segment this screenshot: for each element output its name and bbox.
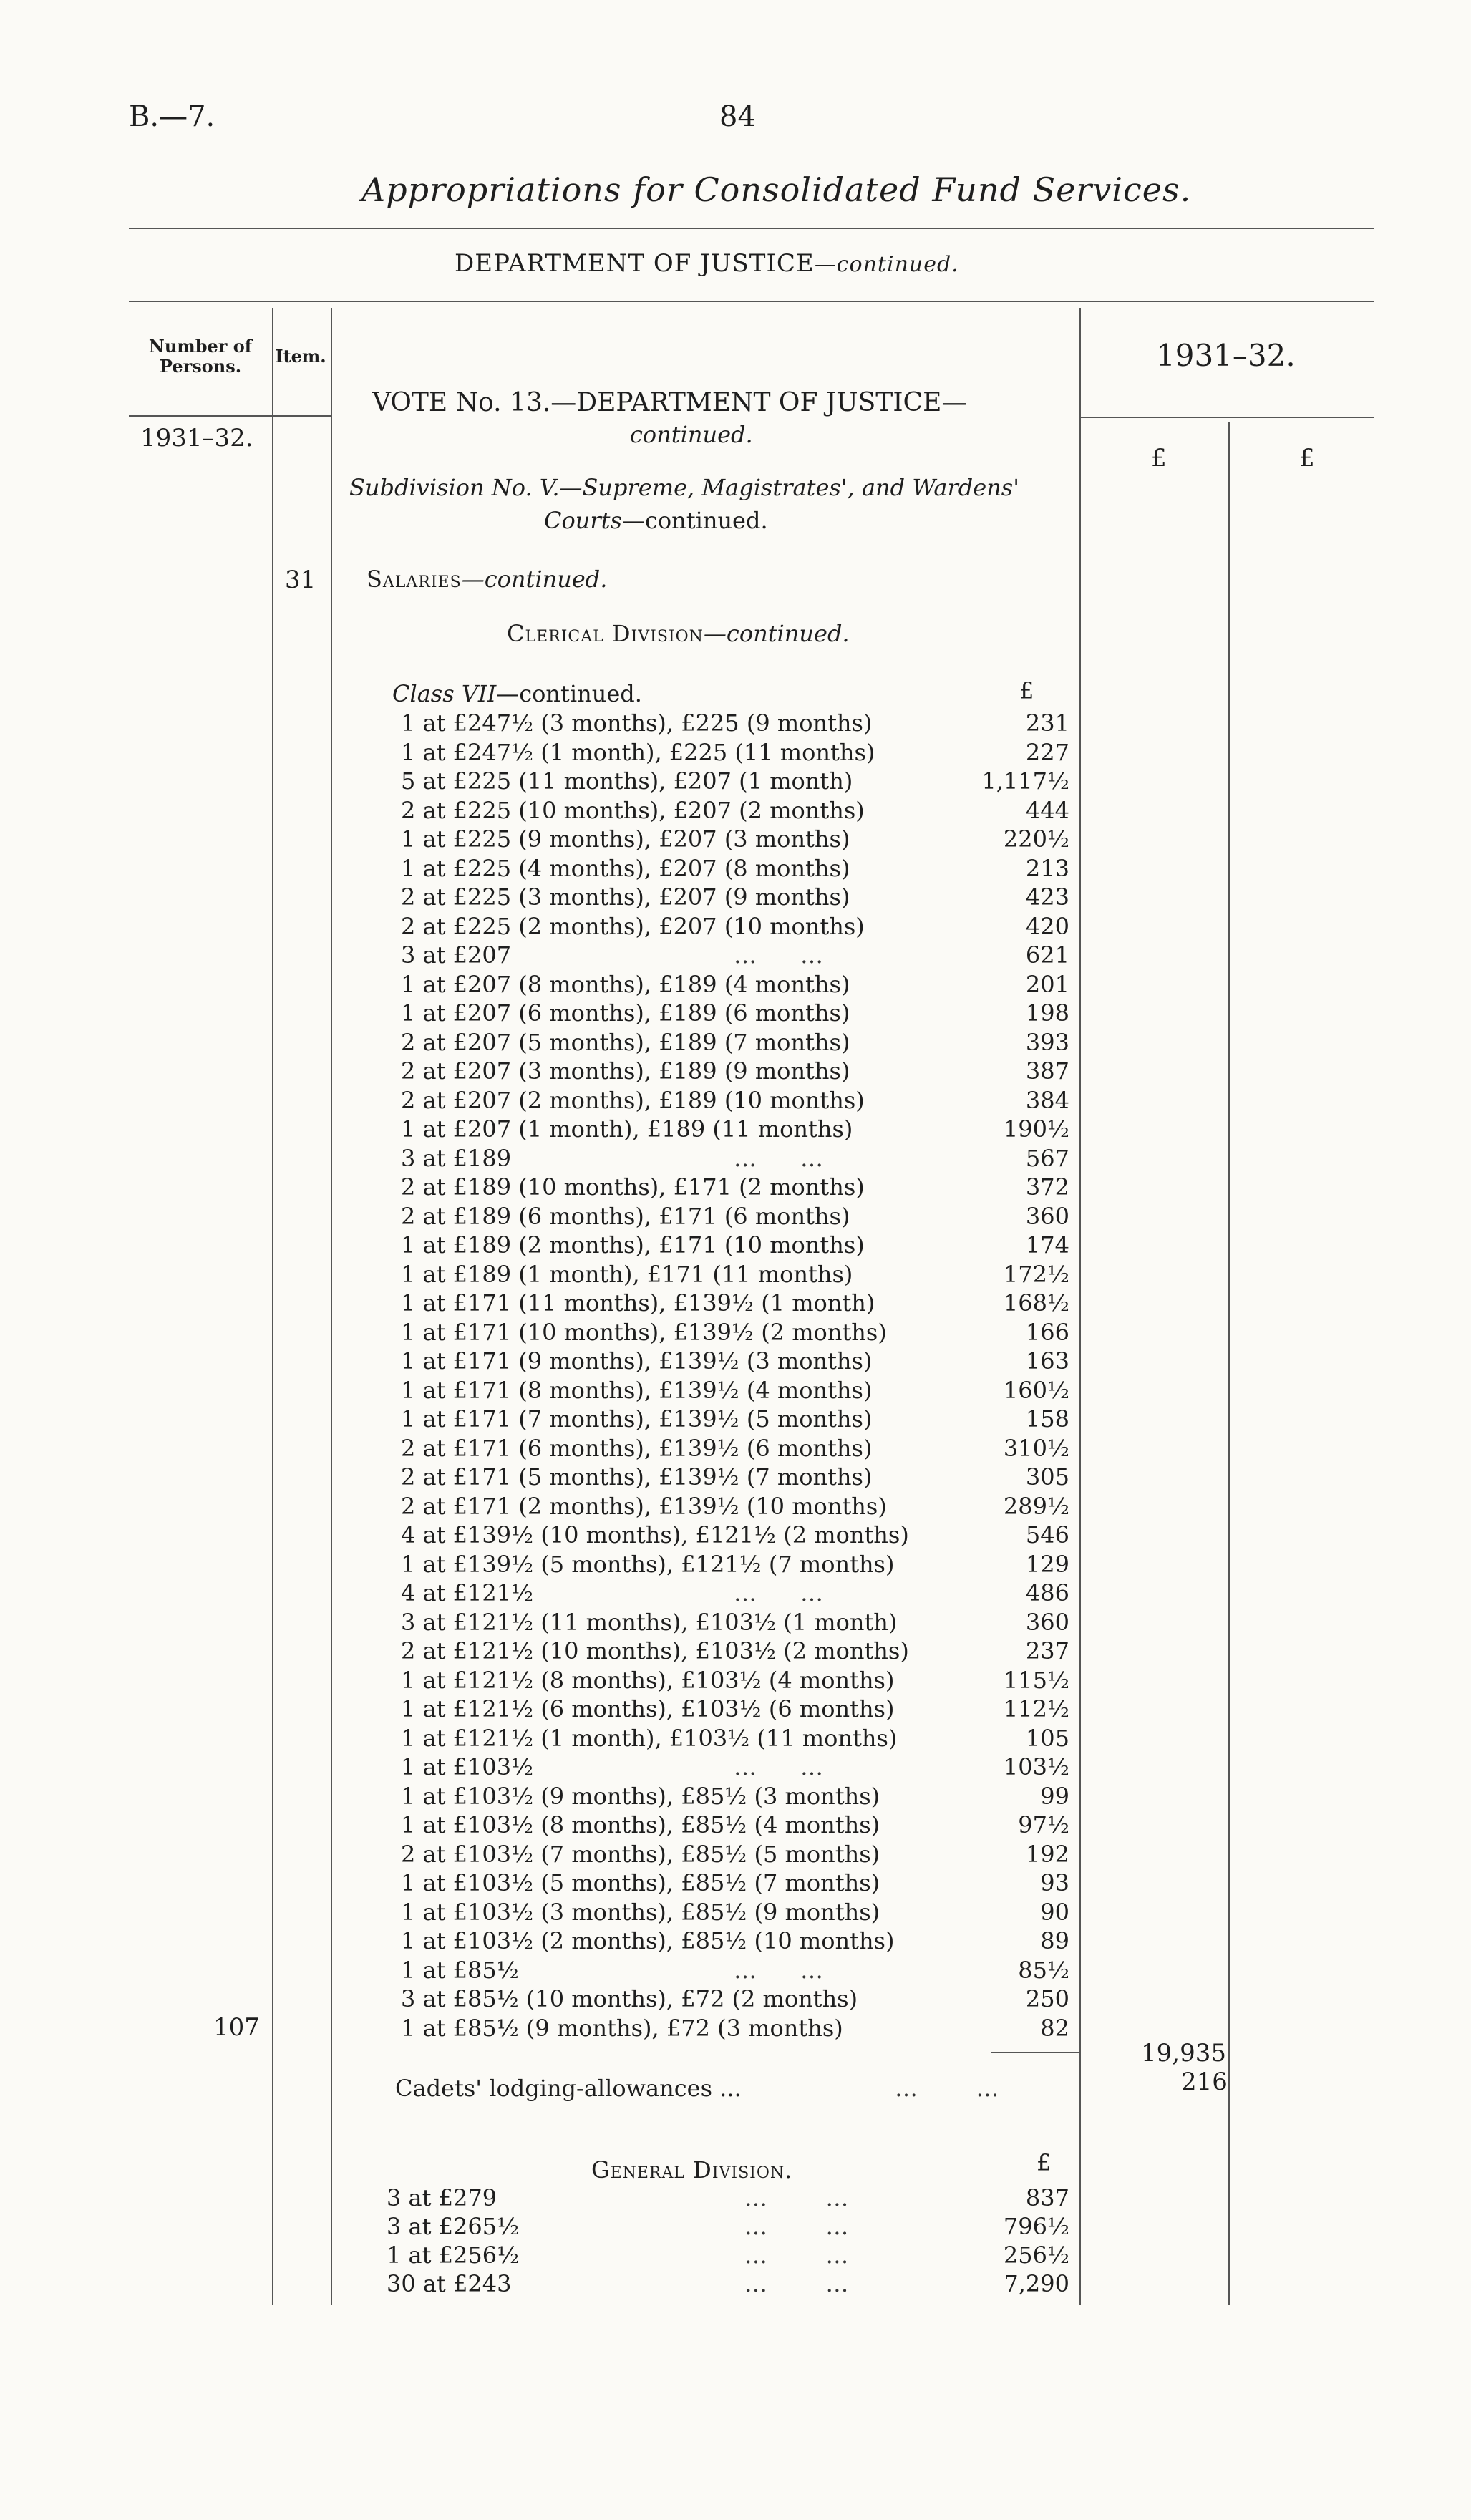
- salary-row: [401, 854, 1081, 883]
- salary-row: [401, 1666, 1081, 1695]
- general-row-description: 1 at £256½: [387, 2242, 520, 2269]
- salary-row-description: 3 at £121½ (11 months), £103½ (1 month): [401, 1608, 898, 1636]
- general-row-description: 3 at £279: [387, 2184, 497, 2211]
- general-row-amount: 837: [1025, 2184, 1069, 2211]
- salary-row-description: 1 at £171 (7 months), £139½ (5 months): [401, 1405, 873, 1433]
- salary-row: [401, 1782, 1081, 1811]
- salary-row-description: 1 at £207 (6 months), £189 (6 months): [401, 999, 850, 1027]
- salary-row: [401, 1376, 1081, 1405]
- general-row: [387, 2184, 1081, 2212]
- salary-row: [401, 1753, 1081, 1781]
- salary-row: [401, 1521, 1081, 1549]
- salary-row-description: 1 at £207 (1 month), £189 (11 months): [401, 1115, 853, 1143]
- salary-row-description: 1 at £85½: [401, 1956, 519, 1984]
- leader-dots: … …: [744, 2270, 849, 2297]
- general-row: [387, 2241, 1081, 2269]
- salary-row-description: 3 at £189: [401, 1144, 512, 1172]
- page-title: Appropriations for Consolidated Fund Services.: [361, 170, 1192, 209]
- salary-row-amount: 486: [1025, 1579, 1069, 1606]
- salary-row: [401, 1927, 1081, 1955]
- subdivision-continued: —continued.: [621, 507, 768, 534]
- salary-row: [401, 1840, 1081, 1869]
- page-number: 84: [719, 100, 756, 133]
- salary-row: [401, 1289, 1081, 1317]
- salary-row: [401, 1057, 1081, 1085]
- salary-row: [401, 1724, 1081, 1753]
- salary-row: [401, 1550, 1081, 1579]
- salary-row: [401, 767, 1081, 795]
- salary-row: [401, 1956, 1081, 1984]
- cadets-amount: 216: [1181, 2068, 1228, 2096]
- salary-row-description: 2 at £225 (3 months), £207 (9 months): [401, 883, 850, 911]
- class-heading: [392, 680, 642, 707]
- salary-row: [401, 1637, 1081, 1665]
- salary-row: [401, 1984, 1081, 2013]
- salary-row-amount: 97½: [1018, 1811, 1069, 1838]
- subdivision-courts: Courts: [544, 507, 622, 534]
- salary-row: [401, 1173, 1081, 1201]
- department-name: DEPARTMENT OF JUSTICE: [455, 249, 815, 278]
- leader-dots: … …: [734, 1956, 824, 1984]
- salary-row-amount: 115½: [1003, 1666, 1069, 1694]
- leader-dots: … …: [734, 1144, 824, 1172]
- salary-row-description: 1 at £225 (4 months), £207 (8 months): [401, 854, 850, 882]
- table-top-rule: [129, 301, 1374, 302]
- salary-row-description: 2 at £189 (10 months), £171 (2 months): [401, 1173, 865, 1201]
- salary-row-amount: 387: [1025, 1057, 1069, 1085]
- salary-row-description: 1 at £225 (9 months), £207 (3 months): [401, 825, 850, 853]
- salary-row-description: 1 at £103½: [401, 1753, 534, 1780]
- clerical-heading: [507, 620, 850, 647]
- salary-row: [401, 912, 1081, 941]
- salary-row-amount: 237: [1025, 1637, 1069, 1664]
- general-row-amount: 7,290: [1004, 2270, 1069, 2297]
- leader-dots: … …: [744, 2184, 849, 2211]
- salary-row-description: 1 at £103½ (3 months), £85½ (9 months): [401, 1898, 880, 1926]
- year-header-rule: [1081, 417, 1374, 418]
- rule-after-persons: [272, 308, 273, 2305]
- salary-row: [401, 1579, 1081, 1607]
- vote-continued: continued.: [630, 421, 753, 448]
- salary-row-amount: 105: [1025, 1724, 1069, 1752]
- salary-row: [401, 1405, 1081, 1433]
- salary-row-description: 1 at £139½ (5 months), £121½ (7 months): [401, 1550, 895, 1578]
- salary-row-amount: 423: [1025, 883, 1069, 911]
- class-continued: —continued.: [496, 680, 642, 707]
- salary-row-description: 1 at £171 (9 months), £139½ (3 months): [401, 1347, 873, 1375]
- salary-row-amount: 384: [1025, 1086, 1069, 1114]
- salaries-heading: [366, 566, 607, 593]
- salary-row-description: 1 at £121½ (1 month), £103½ (11 months): [401, 1724, 898, 1752]
- pound-sign-col2: £: [1299, 444, 1315, 472]
- col-header-item: Item.: [275, 346, 326, 367]
- salary-row-amount: 567: [1025, 1144, 1069, 1172]
- salary-row-description: 2 at £171 (2 months), £139½ (10 months): [401, 1492, 887, 1520]
- salary-row-description: 4 at £121½: [401, 1579, 534, 1606]
- salary-row-description: 1 at £85½ (9 months), £72 (3 months): [401, 2014, 843, 2042]
- salary-row: [401, 1231, 1081, 1259]
- salary-row-amount: 103½: [1003, 1753, 1069, 1780]
- class-pound-sign: £: [1019, 677, 1034, 704]
- salary-row: [401, 1811, 1081, 1839]
- salary-row-amount: 166: [1025, 1318, 1069, 1346]
- salary-row-description: 1 at £121½ (6 months), £103½ (6 months): [401, 1695, 895, 1722]
- salary-row-description: 1 at £103½ (2 months), £85½ (10 months): [401, 1927, 895, 1954]
- salary-row: [401, 1434, 1081, 1463]
- salary-row-description: 2 at £207 (5 months), £189 (7 months): [401, 1028, 850, 1056]
- salary-row-description: 2 at £225 (2 months), £207 (10 months): [401, 912, 865, 940]
- salary-row-amount: 112½: [1003, 1695, 1069, 1722]
- document-reference: B.—7.: [129, 100, 215, 133]
- salary-row-amount: 85½: [1018, 1956, 1069, 1984]
- salary-row-amount: 163: [1025, 1347, 1069, 1375]
- salary-row: [401, 941, 1081, 969]
- salary-row-description: 2 at £171 (5 months), £139½ (7 months): [401, 1463, 873, 1491]
- salary-row: [401, 825, 1081, 853]
- salary-row-description: 1 at £247½ (3 months), £225 (9 months): [401, 709, 873, 737]
- salary-row-description: 5 at £225 (11 months), £207 (1 month): [401, 767, 853, 795]
- salary-row: [401, 1869, 1081, 1897]
- item-number: 31: [285, 566, 316, 594]
- persons-header-rule: [129, 415, 272, 417]
- general-row-amount: 256½: [1003, 2242, 1069, 2269]
- salary-row-amount: 250: [1025, 1985, 1069, 2012]
- salary-row-description: 1 at £247½ (1 month), £225 (11 months): [401, 738, 875, 766]
- general-row-amount: 796½: [1003, 2213, 1069, 2240]
- salary-row-amount: 89: [1040, 1927, 1069, 1954]
- salary-row-amount: 372: [1025, 1173, 1069, 1201]
- rule-after-item: [331, 308, 332, 2305]
- salary-row: [401, 1202, 1081, 1231]
- salary-row-description: 3 at £207: [401, 941, 512, 969]
- salary-row-amount: 310½: [1003, 1434, 1069, 1462]
- salary-row-description: 1 at £103½ (8 months), £85½ (4 months): [401, 1811, 880, 1838]
- salary-row: [401, 970, 1081, 999]
- salary-row-amount: 360: [1025, 1202, 1069, 1230]
- salary-row-amount: 231: [1025, 709, 1069, 737]
- salary-row-amount: 99: [1040, 1782, 1069, 1810]
- salary-row: [401, 1318, 1081, 1347]
- salary-row: [401, 1347, 1081, 1375]
- col-header-year: 1931–32.: [1156, 338, 1296, 373]
- salary-row-description: 1 at £171 (11 months), £139½ (1 month): [401, 1289, 875, 1317]
- col-header-persons: Number of Persons.: [148, 336, 253, 377]
- salary-row: [401, 1898, 1081, 1927]
- salary-row-description: 2 at £103½ (7 months), £85½ (5 months): [401, 1840, 880, 1868]
- salary-row-description: 1 at £171 (10 months), £139½ (2 months): [401, 1318, 887, 1346]
- leader-dots: … …: [734, 941, 824, 969]
- leader-dots: … …: [734, 1579, 824, 1606]
- leader-dots: … …: [744, 2242, 849, 2269]
- department-continued: —continued.: [814, 252, 959, 277]
- salary-row-description: 2 at £189 (6 months), £171 (6 months): [401, 1202, 850, 1230]
- salary-row-amount: 289½: [1003, 1492, 1069, 1520]
- salary-row: [401, 2014, 1081, 2042]
- salary-row-amount: 305: [1025, 1463, 1069, 1491]
- salary-row: [401, 1260, 1081, 1289]
- salary-row-description: 1 at £171 (8 months), £139½ (4 months): [401, 1376, 873, 1404]
- salary-row: [401, 709, 1081, 737]
- salary-row: [401, 738, 1081, 767]
- salary-row-amount: 129: [1025, 1550, 1069, 1578]
- leader-dots: … …: [734, 1753, 824, 1780]
- salary-row-amount: 82: [1040, 2014, 1069, 2042]
- salary-row-description: 1 at £189 (1 month), £171 (11 months): [401, 1260, 853, 1288]
- clerical-continued: —continued.: [703, 620, 850, 647]
- subtotal-rule: [991, 2052, 1079, 2053]
- salary-row: [401, 1695, 1081, 1723]
- salary-row-description: 2 at £225 (10 months), £207 (2 months): [401, 796, 865, 824]
- salary-row: [401, 1144, 1081, 1173]
- salary-row-amount: 220½: [1003, 825, 1069, 853]
- item-header-rule: [273, 415, 331, 417]
- salary-row: [401, 1463, 1081, 1491]
- general-row-description: 30 at £243: [387, 2270, 512, 2297]
- salary-row: [401, 1608, 1081, 1637]
- subdivision-line-2: [544, 507, 768, 534]
- salary-row-description: 1 at £103½ (9 months), £85½ (3 months): [401, 1782, 880, 1810]
- salary-row: [401, 1492, 1081, 1521]
- leader-dots: … …: [744, 2213, 849, 2240]
- salary-row-amount: 621: [1025, 941, 1069, 969]
- salary-row: [401, 999, 1081, 1027]
- salary-row-amount: 201: [1025, 970, 1069, 998]
- general-heading: General Division.: [591, 2156, 793, 2184]
- salary-row-amount: 174: [1025, 1231, 1069, 1259]
- general-row-description: 3 at £265½: [387, 2213, 520, 2240]
- general-row: [387, 2269, 1081, 2298]
- subdivision-line-1: Subdivision No. V.—Supreme, Magistrates', and Wardens': [349, 474, 1020, 501]
- salary-row-amount: 93: [1040, 1869, 1069, 1896]
- salary-row-amount: 192: [1025, 1840, 1069, 1868]
- salary-row-amount: 420: [1025, 912, 1069, 940]
- salary-row-amount: 172½: [1003, 1260, 1069, 1288]
- salary-row-amount: 546: [1025, 1521, 1069, 1549]
- salary-row-description: 1 at £207 (8 months), £189 (4 months): [401, 970, 850, 998]
- pound-sign-col1: £: [1151, 444, 1167, 472]
- cadets-leader-dots: … …: [895, 2075, 999, 2102]
- salary-row-amount: 90: [1040, 1898, 1069, 1926]
- salary-row-description: 2 at £207 (2 months), £189 (10 months): [401, 1086, 865, 1114]
- salary-row-description: 3 at £85½ (10 months), £72 (2 months): [401, 1985, 858, 2012]
- salary-row: [401, 1028, 1081, 1057]
- salary-row-amount: 444: [1025, 796, 1069, 824]
- rule-between-amounts: [1228, 422, 1230, 2305]
- salary-row: [401, 1086, 1081, 1115]
- salary-row-amount: 360: [1025, 1608, 1069, 1636]
- general-pound-sign: £: [1037, 2149, 1052, 2176]
- clerical-total: 19,935: [1141, 2039, 1226, 2068]
- salaries-continued: —continued.: [461, 566, 608, 593]
- salary-row: [401, 1115, 1081, 1143]
- persons-total: 107: [213, 2013, 260, 2042]
- salaries-label: Salaries: [366, 566, 462, 593]
- salary-row-description: 2 at £121½ (10 months), £103½ (2 months): [401, 1637, 909, 1664]
- department-heading: [455, 249, 959, 278]
- cadets-label: Cadets' lodging-allowances ...: [395, 2075, 742, 2102]
- salary-row-amount: 227: [1025, 738, 1069, 766]
- salary-row-description: 1 at £189 (2 months), £171 (10 months): [401, 1231, 865, 1259]
- salary-row: [401, 796, 1081, 825]
- salary-row-description: 2 at £207 (3 months), £189 (9 months): [401, 1057, 850, 1085]
- salary-row-amount: 393: [1025, 1028, 1069, 1056]
- general-row: [387, 2212, 1081, 2241]
- persons-year: 1931–32.: [140, 424, 253, 452]
- title-rule: [129, 228, 1374, 229]
- salary-row-amount: 168½: [1003, 1289, 1069, 1317]
- vote-title: VOTE No. 13.—DEPARTMENT OF JUSTICE—: [372, 388, 968, 417]
- salary-row-description: 1 at £103½ (5 months), £85½ (7 months): [401, 1869, 880, 1896]
- salary-row-description: 1 at £121½ (8 months), £103½ (4 months): [401, 1666, 895, 1694]
- salary-row-amount: 160½: [1003, 1376, 1069, 1404]
- salary-row: [401, 883, 1081, 911]
- salary-row-amount: 213: [1025, 854, 1069, 882]
- salary-row-amount: 190½: [1003, 1115, 1069, 1143]
- clerical-label: Clerical Division: [507, 620, 704, 647]
- salary-row-amount: 198: [1025, 999, 1069, 1027]
- salary-row-description: 2 at £171 (6 months), £139½ (6 months): [401, 1434, 873, 1462]
- salary-row-description: 4 at £139½ (10 months), £121½ (2 months): [401, 1521, 909, 1549]
- salary-row-amount: 1,117½: [981, 767, 1069, 795]
- salary-row-amount: 158: [1025, 1405, 1069, 1433]
- class-label: Class VII: [392, 680, 497, 707]
